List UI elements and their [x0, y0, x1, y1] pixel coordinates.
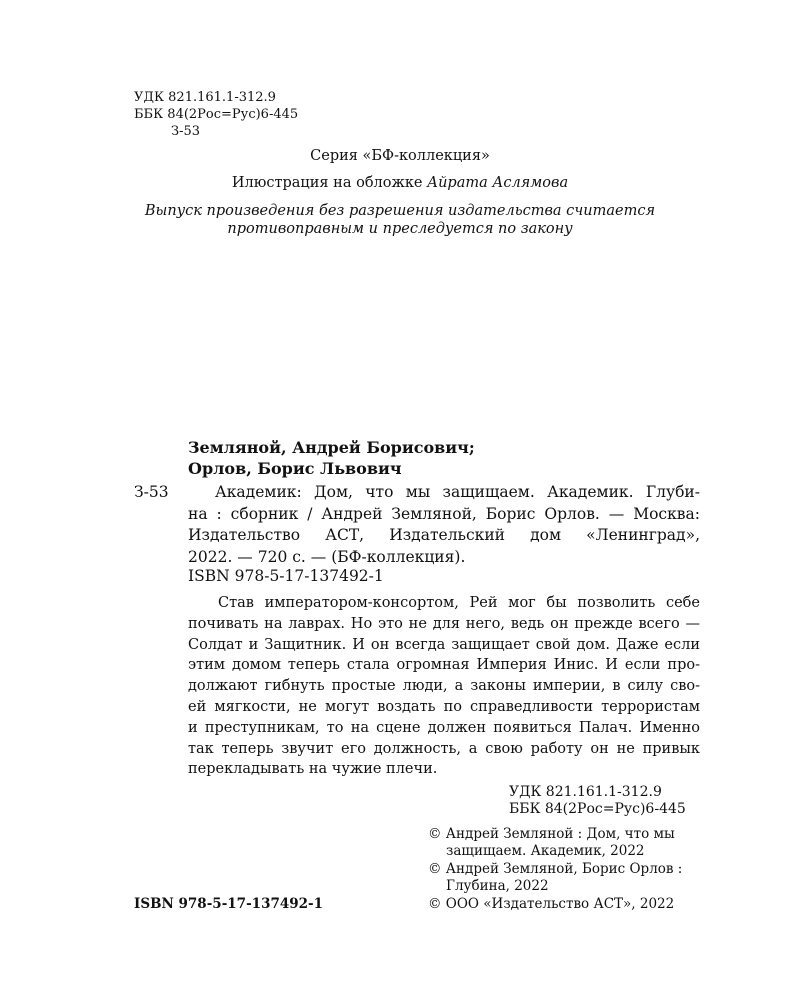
record-line: 2022. — 720 с. — (БФ-коллекция).: [188, 547, 466, 566]
authors-line-2: Орлов, Борис Львович: [188, 459, 402, 478]
copyright-1-line-1: © Андрей Земляной : Дом, что мы: [428, 826, 675, 842]
footer-udk: УДК 821.161.1-312.9: [509, 784, 662, 800]
record-line: Академик: Дом, что мы защищаем. Академик. Глуби-: [215, 483, 700, 501]
copyright-2-line-1: © Андрей Земляной, Борис Орлов :: [428, 861, 683, 877]
record-isbn: ISBN 978-5-17-137492-1: [188, 567, 384, 585]
annotation-line: Солдат и Защитник. И он всегда защищает свой дом. Даже если: [188, 636, 700, 653]
annotation-line: и преступникам, то на сцене должен появиться Палач. Именно: [188, 719, 700, 736]
annotation-line: так теперь звучит его должность, а свою работу он не привык: [188, 740, 700, 757]
authors-line-1: Земляной, Андрей Борисович;: [188, 438, 475, 457]
udk-code: УДК 821.161.1-312.9: [134, 90, 276, 105]
copyright-1-line-2: защищаем. Академик, 2022: [446, 843, 645, 859]
annotation-line: Став императором-консортом, Рей мог бы позволить себе: [218, 595, 700, 611]
illustration-prefix: Илюстрация на обложке: [231, 175, 428, 191]
annotation-line: почивать на лаврах. Но это не для него, ведь он прежде всего —: [188, 615, 700, 632]
copyright-3: © ООО «Издательство АСТ», 2022: [428, 896, 675, 912]
copyright-2-line-2: Глубина, 2022: [446, 878, 549, 894]
illustration-artist: Айрата Аслямова: [427, 175, 569, 191]
bbk-code: ББК 84(2Рос=Рус)6-445: [134, 107, 299, 122]
annotation-line: перекладывать на чужие плечи.: [188, 761, 438, 778]
record-line: Издательство АСТ, Издательский дом «Ленинград»,: [188, 526, 700, 545]
annotation-line: этим домом теперь стала огромная Империя Инис. И если про-: [188, 657, 700, 674]
series-line: Серия «БФ-коллекция»: [310, 148, 490, 164]
footer-isbn: ISBN 978-5-17-137492-1: [134, 896, 324, 912]
footer-bbk: ББК 84(2Рос=Рус)6-445: [509, 801, 686, 817]
annotation-line: должают гибнуть простые люди, а законы империи, в силу сво-: [188, 678, 700, 695]
illustration-credit: [0, 173, 800, 193]
author-mark: З-53: [171, 124, 201, 139]
warning-line-1: Выпуск произведения без разрешения издательства считается: [144, 203, 656, 219]
record-line: на : сборник / Андрей Земляной, Борис Орлов. — Москва:: [188, 504, 700, 523]
annotation: [188, 593, 700, 780]
record-mark: З-53: [134, 483, 169, 501]
bibliographic-record: [188, 482, 700, 568]
annotation-line: ей мягкости, не могут воздать по справедливости террористам: [188, 698, 700, 715]
warning-line-2: противоправным и преследуется по закону: [227, 221, 573, 237]
